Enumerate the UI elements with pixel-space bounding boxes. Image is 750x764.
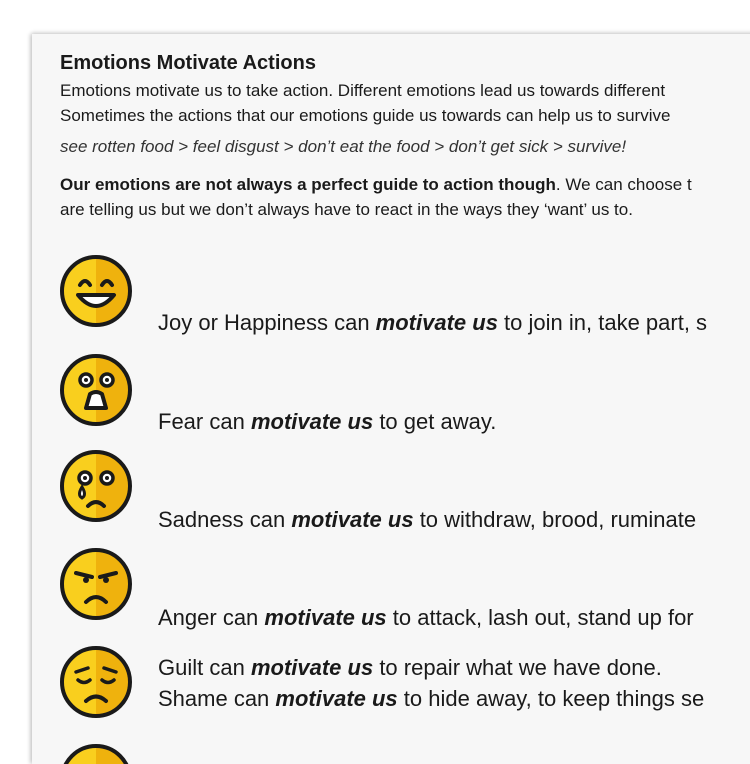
emotion-text-guilt <box>158 652 662 683</box>
emotion-text-anger <box>158 602 694 633</box>
emotion-suffix: to repair what we have done. <box>373 655 662 680</box>
emotion-prefix: Shame can <box>158 686 276 711</box>
emotion-prefix: Guilt can <box>158 655 251 680</box>
motivate-phrase: motivate us <box>264 605 387 630</box>
emotion-prefix: Anger can <box>158 605 265 630</box>
note-rest: . We can choose t <box>555 175 692 194</box>
motivate-phrase: motivate us <box>291 507 414 532</box>
emotion-prefix: Joy or Happiness can <box>158 310 376 335</box>
note-paragraph <box>60 172 692 222</box>
emotion-text-joy <box>158 307 707 338</box>
emotion-suffix: to join in, take part, s <box>497 310 708 335</box>
motivate-phrase: motivate us <box>275 686 398 711</box>
face-icon <box>58 742 134 764</box>
emotion-prefix: Sadness can <box>158 507 292 532</box>
page-title: Emotions Motivate Actions <box>60 52 316 74</box>
crying-face-icon <box>58 448 134 524</box>
grinning-face-icon <box>58 253 134 329</box>
angry-face-icon <box>58 546 134 622</box>
worksheet-page <box>32 34 750 764</box>
emotion-text-fear <box>158 406 496 437</box>
emotion-text-shame <box>158 683 704 714</box>
emotion-prefix: Fear can <box>158 409 251 434</box>
intro-line-1: Emotions motivate us to take action. Different emotions lead us towards different <box>60 81 666 100</box>
fearful-face-icon <box>58 352 134 428</box>
emotion-suffix: to get away. <box>373 409 497 434</box>
example-chain: see rotten food > feel disgust > don’t eat the food > don’t get sick > survive! <box>60 137 627 156</box>
emotion-suffix: to hide away, to keep things se <box>397 686 705 711</box>
intro-line-2: Sometimes the actions that our emotions guide us towards can help us to survive <box>60 106 671 125</box>
emotion-suffix: to withdraw, brood, ruminate <box>413 507 697 532</box>
emotion-text-sadness <box>158 504 696 535</box>
sad-closed-eyes-face-icon <box>58 644 134 720</box>
emotion-suffix: to attack, lash out, stand up for <box>386 605 694 630</box>
note-line-2: are telling us but we don’t always have to react in the ways they ‘want’ us to. <box>60 200 633 219</box>
note-bold: Our emotions are not always a perfect guide to action though <box>60 175 556 194</box>
motivate-phrase: motivate us <box>375 310 498 335</box>
intro-paragraph <box>60 78 670 128</box>
note-line-1 <box>60 172 692 197</box>
motivate-phrase: motivate us <box>250 409 374 434</box>
motivate-phrase: motivate us <box>250 655 374 680</box>
